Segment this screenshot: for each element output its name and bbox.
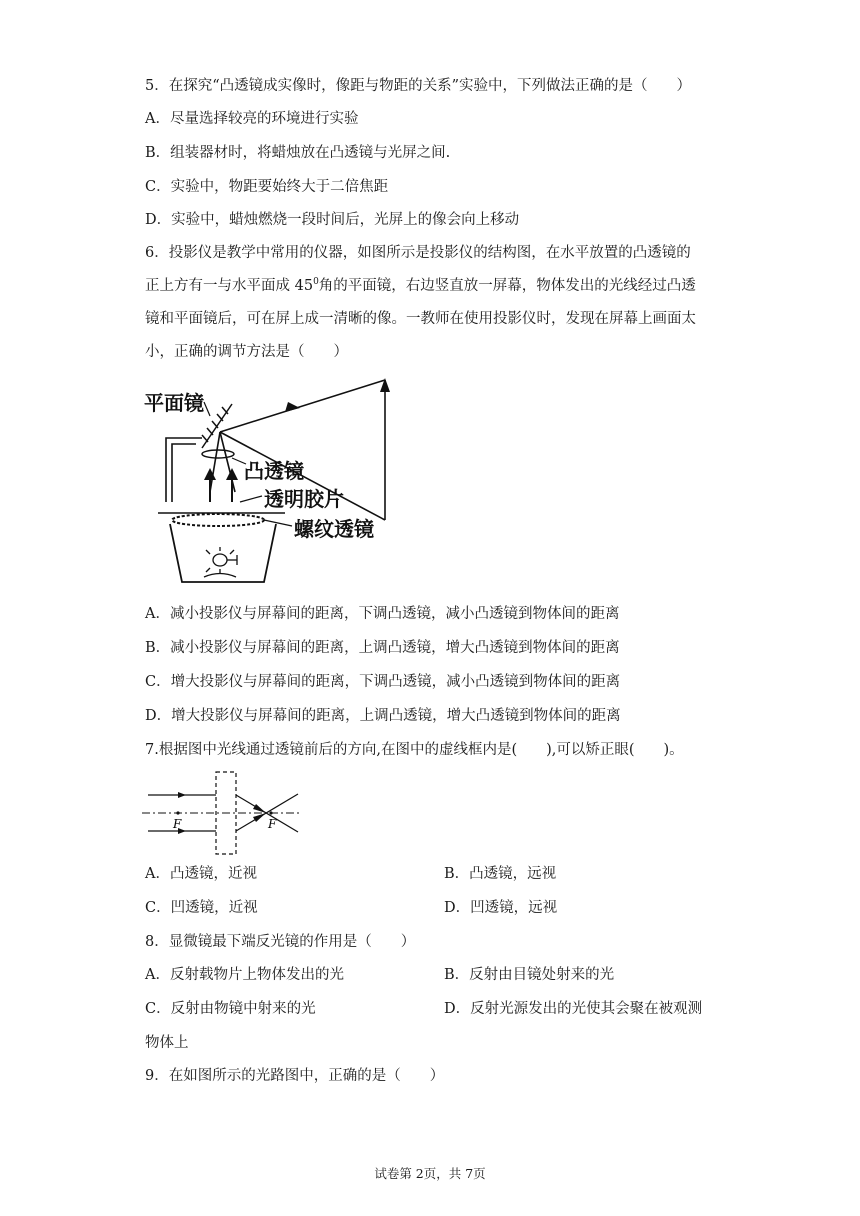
q5-stem: 5．在探究“凸透镜成实像时，像距与物距的关系”实验中，下列做法正确的是（ ） xyxy=(145,78,692,94)
q6-stem-line-2 xyxy=(145,274,696,295)
q8-stem: 8．显微镜最下端反光镜的作用是（ ） xyxy=(145,934,416,950)
screen-arrow xyxy=(380,378,390,392)
lens-ray-diagram xyxy=(140,770,310,858)
q7-option-b: B．凸透镜，远视 xyxy=(444,866,557,882)
fresnel-lens-shape xyxy=(172,514,264,526)
q6-option-c: C．增大投影仪与屏幕间的距离，下调凸透镜，减小凸透镜到物体间的距离 xyxy=(145,674,621,690)
projector-arm xyxy=(172,444,196,502)
q7-option-a: A．凸透镜，近视 xyxy=(145,866,257,882)
label-f-right: F xyxy=(268,817,277,831)
q5-option-b: B．组装器材时，将蜡烛放在凸透镜与光屏之间. xyxy=(145,145,451,161)
focal-point-left xyxy=(176,811,179,814)
q5-option-a: A．尽量选择较亮的环境进行实验 xyxy=(145,111,359,127)
q6-stem-line-3: 镜和平面镜后，可在屏上成一清晰的像。一教师在使用投影仪时，发现在屏幕上画面太 xyxy=(145,311,696,327)
projector-diagram xyxy=(140,372,400,590)
label-plane-mirror: 平面镜 xyxy=(144,391,204,415)
page-footer: 试卷第 2页，共 7页 xyxy=(374,1166,486,1181)
q5-option-c: C．实验中，物距要始终大于二倍焦距 xyxy=(145,179,389,195)
q6-option-b: B．减小投影仪与屏幕间的距离，上调凸透镜，增大凸透镜到物体间的距离 xyxy=(145,640,620,656)
q6-stem-line-2-start: 正上方有一与水平面成 45 xyxy=(145,278,314,294)
focal-point-right xyxy=(269,811,272,814)
lamp-icon xyxy=(204,547,237,577)
beam-arrow xyxy=(285,402,300,412)
q9-stem: 9．在如图所示的光路图中，正确的是（ ） xyxy=(145,1068,445,1084)
label-f-left: F xyxy=(173,817,182,831)
q6-stem-line-2-rest: 角的平面镜，右边竖直放一屏幕，物体发出的光线经过凸透 xyxy=(318,278,696,294)
label-fresnel-lens: 螺纹透镜 xyxy=(294,517,374,541)
q5-option-d: D．实验中，蜡烛燃烧一段时间后，光屏上的像会向上移动 xyxy=(145,212,520,228)
q7-option-d: D．凹透镜，远视 xyxy=(444,900,558,916)
q6-stem-line-4: 小，正确的调节方法是（ ） xyxy=(145,344,348,360)
q6-option-a: A．减小投影仪与屏幕间的距离，下调凸透镜，减小凸透镜到物体间的距离 xyxy=(145,606,620,622)
plane-mirror xyxy=(202,404,232,448)
q8-option-c: C．反射由物镜中射来的光 xyxy=(145,1001,316,1017)
q6-stem-line-1: 6．投影仪是教学中常用的仪器，如图所示是投影仪的结构图，在水平放置的凸透镜的 xyxy=(145,245,691,261)
q7-stem: 7.根据图中光线通过透镜前后的方向,在图中的虚线框内是( ),可以矫正眼( )。 xyxy=(145,742,684,758)
q7-option-c: C．凹透镜，近视 xyxy=(145,900,258,916)
q8-option-a: A．反射载物片上物体发出的光 xyxy=(145,967,344,983)
arrow-up-right xyxy=(226,468,238,480)
convex-lens-shape xyxy=(202,450,234,458)
q8-option-d: D．反射光源发出的光使其会聚在被观测 xyxy=(444,1001,703,1017)
label-convex-lens: 凸透镜 xyxy=(244,459,304,483)
label-transparent-film: 透明胶片 xyxy=(264,487,344,511)
q8-option-b: B．反射由目镜处射来的光 xyxy=(444,967,615,983)
q6-option-d: D．增大投影仪与屏幕间的距离，上调凸透镜，增大凸透镜到物体间的距离 xyxy=(145,708,621,724)
q6-degree-sup: 0 xyxy=(313,277,319,288)
q8-option-d-continued: 物体上 xyxy=(145,1035,189,1051)
